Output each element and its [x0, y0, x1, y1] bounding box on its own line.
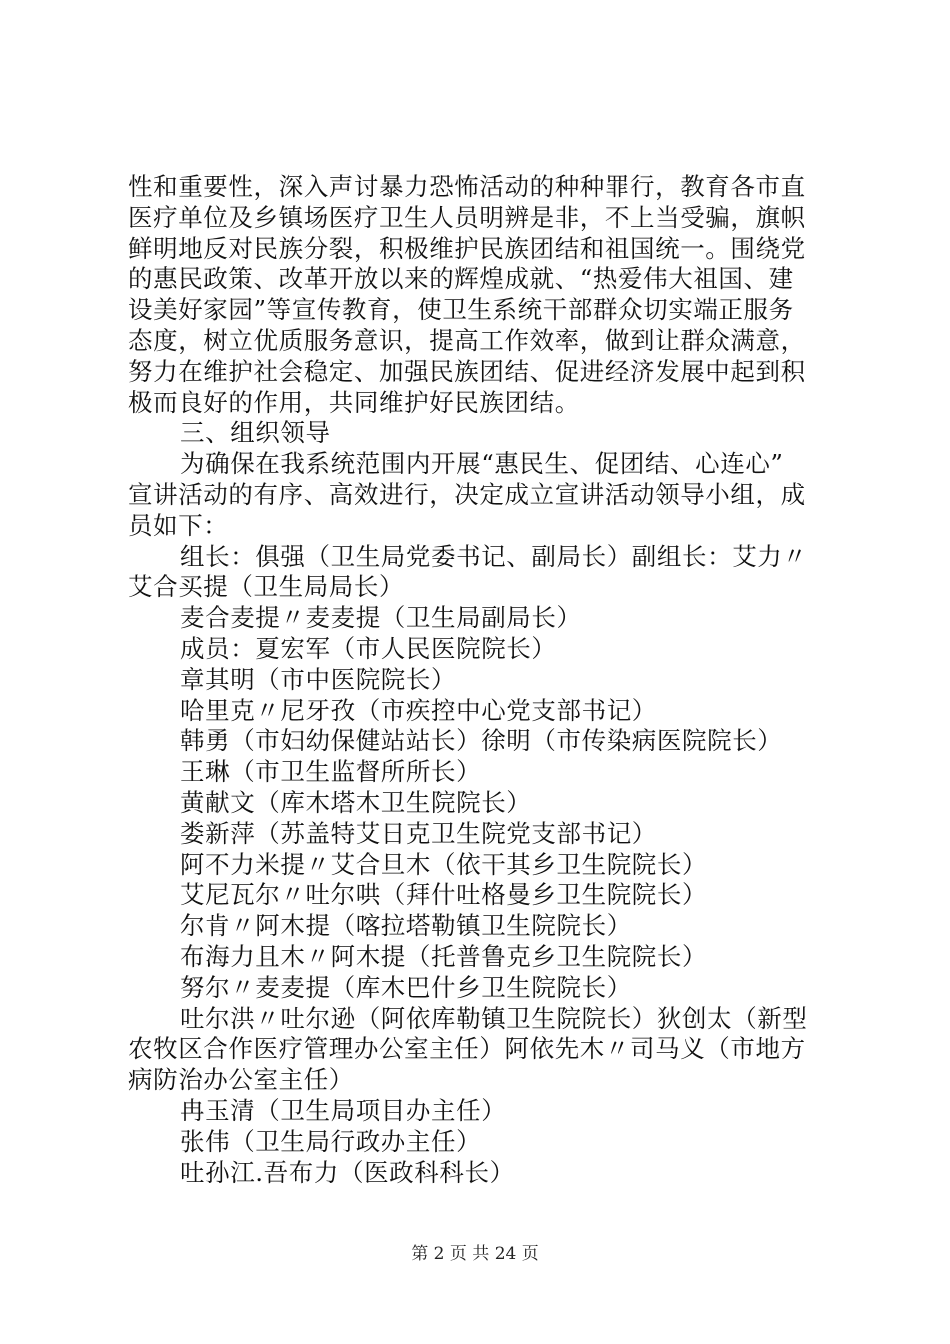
text-line: 员如下： [128, 510, 229, 540]
text-line: 娄新萍（苏盖特艾日克卫生院党支部书记） [180, 818, 657, 848]
text-line: 尔肯〃阿木提（喀拉塔勒镇卫生院院长） [180, 911, 632, 941]
text-line: 冉玉清（卫生局项目办主任） [180, 1095, 507, 1125]
text-line: 张伟（卫生局行政办主任） [180, 1126, 482, 1156]
text-line: 阿不力米提〃艾合旦木（依干其乡卫生院院长） [180, 849, 708, 879]
text-line: 艾合买提（卫生局局长） [128, 572, 405, 602]
text-line: 性和重要性，深入声讨暴力恐怖活动的种种罪行，教育各市直 [128, 172, 806, 201]
text-line: 王琳（市卫生监督所所长） [180, 757, 482, 787]
text-line: 医疗单位及乡镇场医疗卫生人员明辨是非，不上当受骗，旗帜 [128, 202, 806, 232]
text-line: 病防治办公室主任） [128, 1065, 354, 1095]
text-line: 吐孙江.吾布力（医政科科长） [180, 1157, 515, 1187]
text-line: 艾尼瓦尔〃吐尔哄（拜什吐格曼乡卫生院院长） [180, 880, 708, 910]
text-line: 吐尔洪〃吐尔逊（阿依库勒镇卫生院院长）狄创太（新型 [180, 1003, 808, 1033]
text-line: 三、组织领导 [180, 418, 331, 448]
text-line: 章其明（市中医院院长） [180, 664, 457, 694]
text-line: 的惠民政策、改革开放以来的辉煌成就、“热爱伟大祖国、建 [128, 264, 794, 294]
text-line: 努力在维护社会稳定、加强民族团结、促进经济发展中起到积 [128, 356, 806, 386]
text-line: 成员：夏宏军（市人民医院院长） [180, 633, 557, 663]
text-line: 哈里克〃尼牙孜（市疾控中心党支部书记） [180, 695, 657, 725]
text-line: 组长：俱强（卫生局党委书记、副局长）副组长：艾力〃 [180, 541, 808, 571]
text-line: 鲜明地反对民族分裂，积极维护民族团结和祖国统一。围绕党 [128, 233, 806, 263]
text-line: 为确保在我系统范围内开展“惠民生、促团结、心连心” [180, 449, 784, 479]
document-body [128, 172, 828, 1188]
text-line: 宣讲活动的有序、高效进行，决定成立宣讲活动领导小组，成 [128, 479, 806, 509]
text-line: 黄献文（库木塔木卫生院院长） [180, 787, 532, 817]
text-line: 态度，树立优质服务意识，提高工作效率，做到让群众满意， [128, 325, 806, 355]
text-line: 农牧区合作医疗管理办公室主任）阿依先木〃司马义（市地方 [128, 1034, 806, 1064]
page-footer: 第 2 页 共 24 页 [411, 1244, 539, 1264]
text-line: 极而良好的作用，共同维护好民族团结。 [128, 387, 580, 417]
text-line: 布海力且木〃阿木提（托普鲁克乡卫生院院长） [180, 941, 708, 971]
text-line: 韩勇（市妇幼保健站站长）徐明（市传染病医院院长） [180, 726, 783, 756]
text-line: 努尔〃麦麦提（库木巴什乡卫生院院长） [180, 972, 632, 1002]
text-line: 麦合麦提〃麦麦提（卫生局副局长） [180, 603, 582, 633]
text-line: 设美好家园”等宣传教育，使卫生系统干部群众切实端正服务 [128, 295, 794, 325]
